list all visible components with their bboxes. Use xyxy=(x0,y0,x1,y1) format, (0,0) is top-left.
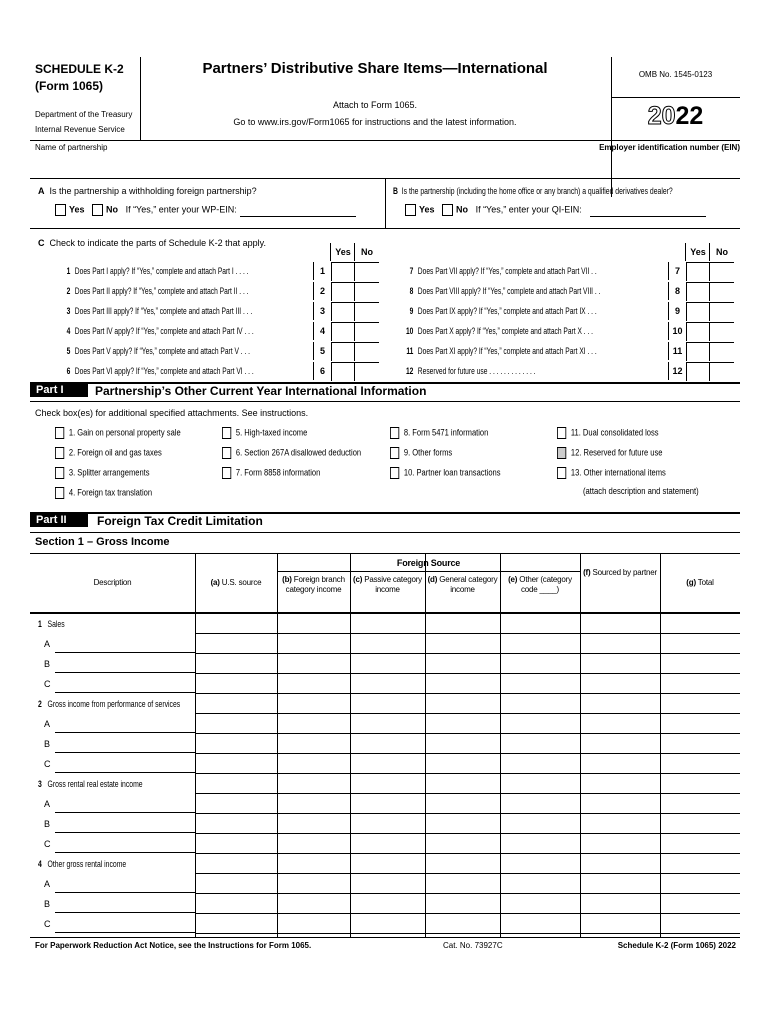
c-line-number: 11 xyxy=(668,342,687,360)
column-header-5: (e) Other (category code ____) xyxy=(508,575,572,594)
part1-attachment-item: 10. Partner loan transactions xyxy=(390,467,501,479)
line-1-B-col-5-field[interactable] xyxy=(501,654,579,672)
question-b-answers: Yes No If “Yes,” enter your QI-EIN: xyxy=(405,204,582,216)
line-4-B-description-field[interactable] xyxy=(55,912,195,913)
line-4-A-col-6-field[interactable] xyxy=(581,874,659,892)
line-2-B-col-4-field[interactable] xyxy=(426,734,499,752)
c-line-1: 1 Does Part I apply? If “Yes,” complete and attach Part I . . . . xyxy=(66,266,249,276)
tax-year: 2022 xyxy=(647,102,704,130)
line-4-B-col-1-field[interactable] xyxy=(196,894,276,912)
c-line-number: 9 xyxy=(668,302,687,320)
line-1-C-col-1-field[interactable] xyxy=(196,674,276,692)
a-no-checkbox[interactable] xyxy=(92,204,103,216)
line-3-C-col-2-field[interactable] xyxy=(278,834,349,852)
line-2-A-col-3-field[interactable] xyxy=(351,714,424,732)
line-1-B-col-1-field[interactable] xyxy=(196,654,276,672)
line-1-C-description-field[interactable] xyxy=(55,692,195,693)
line-3-A-description-field[interactable] xyxy=(55,812,195,813)
line-4-A-description-field[interactable] xyxy=(55,892,195,893)
c-line-number: 8 xyxy=(668,282,687,300)
c-line-12-no[interactable] xyxy=(709,362,734,381)
line-4-label: 4 Other gross rental income xyxy=(38,859,127,869)
line-4-A-col-2-field[interactable] xyxy=(278,874,349,892)
line-2-B-label: B xyxy=(44,739,51,749)
line-4-B-label: B xyxy=(44,899,51,909)
line-2-C-col-3-field[interactable] xyxy=(351,754,424,772)
part1-attachment-item: 2. Foreign oil and gas taxes xyxy=(55,447,162,459)
line-4-C-col-6-field[interactable] xyxy=(581,914,659,932)
attachment-checkbox[interactable] xyxy=(222,447,231,459)
line-3-B-description-field[interactable] xyxy=(55,832,195,833)
line-3-B-col-3-field[interactable] xyxy=(351,814,424,832)
line-2-C-col-4-field[interactable] xyxy=(426,754,499,772)
c-line-number: 12 xyxy=(668,362,687,380)
attachment-checkbox[interactable] xyxy=(557,427,566,439)
line-1-C-col-5-field[interactable] xyxy=(501,674,579,692)
line-1-A-col-4-field[interactable] xyxy=(426,634,499,652)
line-3-A-col-5-field[interactable] xyxy=(501,794,579,812)
line-1-A-col-3-field[interactable] xyxy=(351,634,424,652)
line-4-A-col-7-field[interactable] xyxy=(661,874,739,892)
c-line-8-yes[interactable] xyxy=(686,282,710,301)
line-4-B-col-6-field[interactable] xyxy=(581,894,659,912)
line-3-C-label: C xyxy=(44,839,51,849)
line-2-A-col-5-field[interactable] xyxy=(501,714,579,732)
line-1-A-col-6-field[interactable] xyxy=(581,634,659,652)
line-3-label: 3 Gross rental real estate income xyxy=(38,779,143,789)
line-3-B-col-6-field[interactable] xyxy=(581,814,659,832)
line-2-B-col-1-field[interactable] xyxy=(196,734,276,752)
line-4-C-col-3-field[interactable] xyxy=(351,914,424,932)
line-3-A-col-4-field[interactable] xyxy=(426,794,499,812)
c-line-11: 11 Does Part XI apply? If “Yes,” complete and attach Part XI . . . xyxy=(406,346,597,356)
a-yes-checkbox[interactable] xyxy=(55,204,66,216)
line-1-B-col-7-field[interactable] xyxy=(661,654,739,672)
line-1-A-col-1-field[interactable] xyxy=(196,634,276,652)
part1-attachment-item: 6. Section 267A disallowed deduction xyxy=(222,447,361,459)
line-2-C-label: C xyxy=(44,759,51,769)
c-line-number: 10 xyxy=(668,322,687,340)
line-2-A-label: A xyxy=(44,719,51,729)
line-3-C-col-5-field[interactable] xyxy=(501,834,579,852)
line-4-A-col-4-field[interactable] xyxy=(426,874,499,892)
c-line-number: 4 xyxy=(313,322,332,340)
c-line-2-no[interactable] xyxy=(354,282,379,301)
line-3-A-col-3-field[interactable] xyxy=(351,794,424,812)
line-1-C-col-4-field[interactable] xyxy=(426,674,499,692)
wp-ein-field[interactable] xyxy=(240,216,356,217)
line-3-A-col-1-field[interactable] xyxy=(196,794,276,812)
part1-attachment-item: 13. Other international items xyxy=(557,467,666,479)
part1-attachment-item: 5. High-taxed income xyxy=(222,427,307,439)
c-line-5-yes[interactable] xyxy=(331,342,355,361)
c-line-12: 12 Reserved for future use . . . . . . . . . . . . . xyxy=(405,366,536,376)
omb-number: OMB No. 1545-0123 xyxy=(638,70,713,79)
part1-attachment-item: 7. Form 8858 information xyxy=(222,467,320,479)
c-line-6: 6 Does Part VI apply? If “Yes,” complete and attach Part VI . . . xyxy=(66,366,254,376)
line-2-A-col-2-field[interactable] xyxy=(278,714,349,732)
cat-number: Cat. No. 73927C xyxy=(443,941,503,950)
c-line-number: 3 xyxy=(313,302,332,320)
line-2-A-col-1-field[interactable] xyxy=(196,714,276,732)
line-4-B-col-7-field[interactable] xyxy=(661,894,739,912)
line-4-C-description-field[interactable] xyxy=(55,932,195,933)
c-line-10: 10 Does Part X apply? If “Yes,” complete and attach Part X . . . xyxy=(405,326,594,336)
column-header-4: (d) General category income xyxy=(427,575,498,594)
irs: Internal Revenue Service xyxy=(35,125,125,134)
line-1-A-col-2-field[interactable] xyxy=(278,634,349,652)
c-line-10-no[interactable] xyxy=(709,322,734,341)
line-2-C-description-field[interactable] xyxy=(55,772,195,773)
c-line-5-no[interactable] xyxy=(354,342,379,361)
c-line-number: 7 xyxy=(668,262,687,280)
line-2-C-col-2-field[interactable] xyxy=(278,754,349,772)
line-3-B-col-7-field[interactable] xyxy=(661,814,739,832)
line-1-C-col-7-field[interactable] xyxy=(661,674,739,692)
line-3-C-col-3-field[interactable] xyxy=(351,834,424,852)
attachment-checkbox[interactable] xyxy=(390,467,399,479)
attachment-checkbox[interactable] xyxy=(222,427,231,439)
column-header-2: (b) Foreign branch category income xyxy=(282,575,345,594)
line-2-A-description-field[interactable] xyxy=(55,732,195,733)
foreign-source-header: Foreign Source xyxy=(396,558,461,568)
name-label: Name of partnership xyxy=(35,143,108,152)
c-line-4-no[interactable] xyxy=(354,322,379,341)
column-header-0: Description xyxy=(93,578,132,587)
attachment-checkbox[interactable] xyxy=(55,447,64,459)
c-line-4-yes[interactable] xyxy=(331,322,355,341)
c-line-11-no[interactable] xyxy=(709,342,734,361)
c-line-3-yes[interactable] xyxy=(331,302,355,321)
c-line-number: 6 xyxy=(313,362,332,380)
part1-title: Partnership’s Other Current Year International Information xyxy=(95,384,427,398)
c-line-1-no[interactable] xyxy=(354,262,379,281)
b-yes-checkbox[interactable] xyxy=(405,204,416,216)
line-4-B-col-2-field[interactable] xyxy=(278,894,349,912)
goto-note: Go to www.irs.gov/Form1065 for instructions and the latest information. xyxy=(233,117,517,127)
form-id-footer: Schedule K-2 (Form 1065) 2022 xyxy=(617,941,736,950)
column-header-7: (g) Total xyxy=(686,578,714,587)
part1-attachment-item: 8. Form 5471 information xyxy=(390,427,488,439)
line-1-C-col-3-field[interactable] xyxy=(351,674,424,692)
part1-instructions: Check box(es) for additional specified attachments. See instructions. xyxy=(35,408,309,418)
line-3-C-col-1-field[interactable] xyxy=(196,834,276,852)
line-2-C-col-5-field[interactable] xyxy=(501,754,579,772)
part1-attachment-item: 12. Reserved for future use xyxy=(557,447,662,459)
line-1-C-col-2-field[interactable] xyxy=(278,674,349,692)
c-line-7-no[interactable] xyxy=(709,262,734,281)
line-4-A-col-1-field[interactable] xyxy=(196,874,276,892)
line-3-A-col-7-field[interactable] xyxy=(661,794,739,812)
c-right-yes-header: Yes xyxy=(685,243,710,261)
part1-attachment-item: 9. Other forms xyxy=(390,447,452,459)
question-b: B Is the partnership (including the home office or any branch) a qualified derivatives dealer? xyxy=(393,186,673,196)
line-4-A-col-3-field[interactable] xyxy=(351,874,424,892)
line-4-B-col-4-field[interactable] xyxy=(426,894,499,912)
c-line-7: 7 Does Part VII apply? If “Yes,” complete and attach Part VII . . xyxy=(409,266,597,276)
c-line-3: 3 Does Part III apply? If “Yes,” complete and attach Part III . . . xyxy=(66,306,253,316)
item13-note: (attach description and statement) xyxy=(583,486,699,496)
line-4-C-col-5-field[interactable] xyxy=(501,914,579,932)
line-1-C-label: C xyxy=(44,679,51,689)
c-line-12-yes[interactable] xyxy=(686,362,710,381)
line-2-A-col-7-field[interactable] xyxy=(661,714,739,732)
c-line-7-yes[interactable] xyxy=(686,262,710,281)
line-3-B-label: B xyxy=(44,819,51,829)
line-2-B-col-2-field[interactable] xyxy=(278,734,349,752)
line-4-C-col-1-field[interactable] xyxy=(196,914,276,932)
line-4-C-label: C xyxy=(44,919,51,929)
line-2-B-col-7-field[interactable] xyxy=(661,734,739,752)
c-line-9: 9 Does Part IX apply? If “Yes,” complete and attach Part IX . . . xyxy=(409,306,597,316)
line-4-B-col-3-field[interactable] xyxy=(351,894,424,912)
line-1-B-col-4-field[interactable] xyxy=(426,654,499,672)
c-line-4: 4 Does Part IV apply? If “Yes,” complete and attach Part IV . . . xyxy=(66,326,254,336)
column-header-3: (c) Passive category income xyxy=(353,575,422,594)
column-header-6: (f) Sourced by partner xyxy=(583,568,657,577)
line-3-C-col-6-field[interactable] xyxy=(581,834,659,852)
line-1-B-col-3-field[interactable] xyxy=(351,654,424,672)
line-4-A-col-5-field[interactable] xyxy=(501,874,579,892)
c-line-8-no[interactable] xyxy=(709,282,734,301)
c-line-9-no[interactable] xyxy=(709,302,734,321)
form-number: (Form 1065) xyxy=(35,79,104,93)
line-4-B-col-5-field[interactable] xyxy=(501,894,579,912)
line-3-C-description-field[interactable] xyxy=(55,852,195,853)
line-3-A-col-6-field[interactable] xyxy=(581,794,659,812)
paperwork-notice: For Paperwork Reduction Act Notice, see the Instructions for Form 1065. xyxy=(35,941,312,950)
column-header-1: (a) U.S. source xyxy=(210,578,262,587)
c-line-6-no[interactable] xyxy=(354,362,379,381)
line-2-C-col-6-field[interactable] xyxy=(581,754,659,772)
part1-attachment-item: 11. Dual consolidated loss xyxy=(557,427,659,439)
line-2-B-col-5-field[interactable] xyxy=(501,734,579,752)
line-3-B-col-1-field[interactable] xyxy=(196,814,276,832)
line-2-A-col-4-field[interactable] xyxy=(426,714,499,732)
attachment-checkbox[interactable] xyxy=(55,487,64,499)
line-1-B-col-2-field[interactable] xyxy=(278,654,349,672)
line-3-C-col-7-field[interactable] xyxy=(661,834,739,852)
question-c: C Check to indicate the parts of Schedule K-2 that apply. xyxy=(38,238,266,248)
qi-ein-field[interactable] xyxy=(590,216,706,217)
part1-attachment-item: 3. Splitter arrangements xyxy=(55,467,150,479)
c-line-number: 1 xyxy=(313,262,332,280)
line-3-B-col-4-field[interactable] xyxy=(426,814,499,832)
schedule-name: SCHEDULE K-2 xyxy=(35,62,124,76)
attachment-checkbox[interactable] xyxy=(390,427,399,439)
c-line-9-yes[interactable] xyxy=(686,302,710,321)
question-a-answers: Yes No If “Yes,” enter your WP-EIN: xyxy=(55,204,237,216)
line-2-A-col-6-field[interactable] xyxy=(581,714,659,732)
part1-attachment-item: 1. Gain on personal property sale xyxy=(55,427,181,439)
line-4-C-col-4-field[interactable] xyxy=(426,914,499,932)
line-2-B-description-field[interactable] xyxy=(55,752,195,753)
c-line-6-yes[interactable] xyxy=(331,362,355,381)
part2-title: Foreign Tax Credit Limitation xyxy=(97,514,263,528)
ein-label: Employer identification number (EIN) xyxy=(599,143,740,152)
c-line-1-yes[interactable] xyxy=(331,262,355,281)
line-2-B-col-3-field[interactable] xyxy=(351,734,424,752)
c-line-8: 8 Does Part VIII apply? If “Yes,” complete and attach Part VIII . . xyxy=(409,286,601,296)
c-line-3-no[interactable] xyxy=(354,302,379,321)
section1-title: Section 1 – Gross Income xyxy=(35,536,170,548)
attach-note: Attach to Form 1065. xyxy=(332,100,418,110)
c-line-5: 5 Does Part V apply? If “Yes,” complete and attach Part V . . . xyxy=(66,346,251,356)
c-line-2: 2 Does Part II apply? If “Yes,” complete and attach Part II . . . xyxy=(66,286,249,296)
line-2-label: 2 Gross income from performance of services xyxy=(38,699,181,709)
c-line-10-yes[interactable] xyxy=(686,322,710,341)
c-right-no-header: No xyxy=(709,243,734,261)
attachment-checkbox[interactable] xyxy=(557,467,566,479)
line-2-C-col-7-field[interactable] xyxy=(661,754,739,772)
line-4-A-label: A xyxy=(44,879,51,889)
attachment-checkbox[interactable] xyxy=(55,427,64,439)
line-1-A-col-5-field[interactable] xyxy=(501,634,579,652)
line-3-C-col-4-field[interactable] xyxy=(426,834,499,852)
form-title: Partners’ Distributive Share Items—International xyxy=(202,60,548,77)
c-line-2-yes[interactable] xyxy=(331,282,355,301)
attachment-checkbox[interactable] xyxy=(557,447,566,459)
question-a: A Is the partnership a withholding foreign partnership? xyxy=(38,186,257,196)
line-1-B-description-field[interactable] xyxy=(55,672,195,673)
line-1-A-label: A xyxy=(44,639,51,649)
b-no-checkbox[interactable] xyxy=(442,204,453,216)
part1-label: Part I xyxy=(30,383,88,397)
attachment-checkbox[interactable] xyxy=(222,467,231,479)
line-4-C-col-7-field[interactable] xyxy=(661,914,739,932)
line-1-B-label: B xyxy=(44,659,51,669)
c-line-11-yes[interactable] xyxy=(686,342,710,361)
c-line-number: 5 xyxy=(313,342,332,360)
line-1-C-col-6-field[interactable] xyxy=(581,674,659,692)
line-1-A-description-field[interactable] xyxy=(55,652,195,653)
line-3-A-label: A xyxy=(44,799,51,809)
line-3-B-col-2-field[interactable] xyxy=(278,814,349,832)
part1-attachment-item: 4. Foreign tax translation xyxy=(55,487,152,499)
attachment-checkbox[interactable] xyxy=(55,467,64,479)
line-3-B-col-5-field[interactable] xyxy=(501,814,579,832)
c-left-no-header: No xyxy=(354,243,379,261)
line-1-B-col-6-field[interactable] xyxy=(581,654,659,672)
dept: Department of the Treasury xyxy=(35,110,133,119)
c-line-number: 2 xyxy=(313,282,332,300)
attachment-checkbox[interactable] xyxy=(390,447,399,459)
line-3-A-col-2-field[interactable] xyxy=(278,794,349,812)
c-left-yes-header: Yes xyxy=(330,243,355,261)
line-2-C-col-1-field[interactable] xyxy=(196,754,276,772)
line-2-B-col-6-field[interactable] xyxy=(581,734,659,752)
line-1-A-col-7-field[interactable] xyxy=(661,634,739,652)
line-1-label: 1 Sales xyxy=(38,619,65,629)
line-4-C-col-2-field[interactable] xyxy=(278,914,349,932)
part2-label: Part II xyxy=(30,513,88,527)
